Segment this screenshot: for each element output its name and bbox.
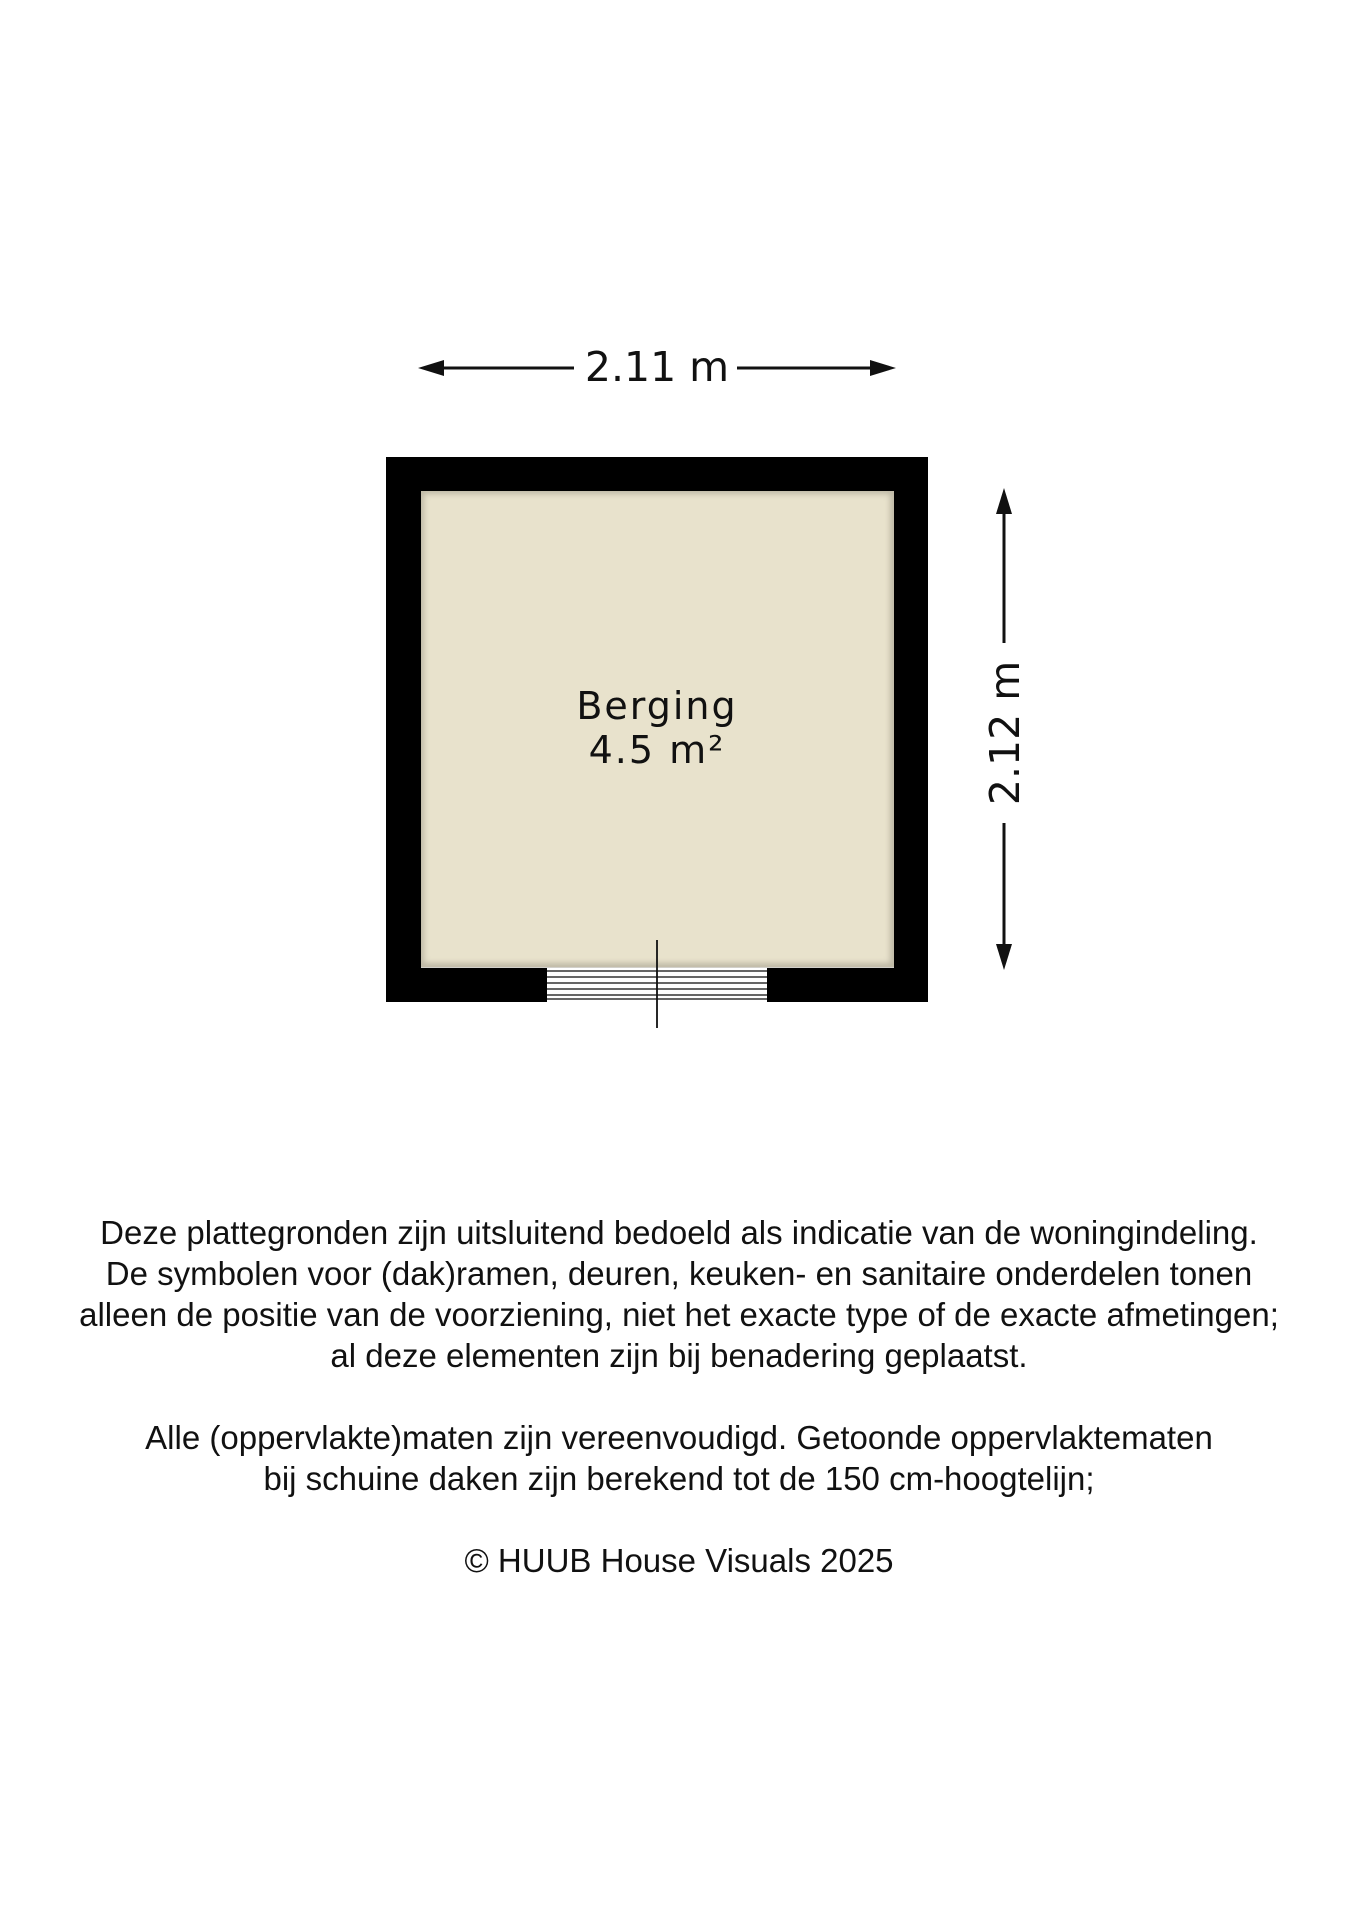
disclaimer [0, 1212, 1358, 1622]
wall-right [894, 457, 928, 1002]
depth-dimension-label: 2.12 m [981, 660, 1029, 806]
disclaimer-line: De symbolen voor (dak)ramen, deuren, keuken- en sanitaire onderdelen tonen [105, 1255, 1253, 1292]
wall-bottom-right [767, 968, 928, 1002]
depth-dimension [981, 488, 1029, 970]
wall-top [386, 457, 928, 491]
arrow-up-icon [996, 488, 1012, 514]
disclaimer-paragraph-2 [0, 1417, 1358, 1499]
disclaimer-line: al deze elementen zijn bij benadering geplaatst. [330, 1337, 1028, 1374]
copyright-paragraph [0, 1540, 1358, 1581]
disclaimer-paragraph-1 [0, 1212, 1358, 1376]
disclaimer-line: alleen de positie van de voorziening, niet het exacte type of de exacte afmetingen; [79, 1296, 1279, 1333]
room-area: 4.5 m² [588, 728, 726, 772]
room-berging [386, 457, 928, 1028]
width-dimension-label: 2.11 m [584, 343, 730, 391]
disclaimer-line: bij schuine daken zijn berekend tot de 150 cm-hoogtelijn; [263, 1460, 1095, 1497]
copyright-notice: © HUUB House Visuals 2025 [464, 1542, 894, 1579]
arrow-right-icon [870, 360, 896, 376]
disclaimer-line: Deze plattegronden zijn uitsluitend bedoeld als indicatie van de woningindeling. [100, 1214, 1258, 1251]
width-dimension [418, 343, 896, 391]
room-name: Berging [576, 684, 738, 728]
arrow-left-icon [418, 360, 444, 376]
wall-left [386, 457, 421, 1002]
wall-bottom-left [386, 968, 547, 1002]
arrow-down-icon [996, 944, 1012, 970]
disclaimer-line: Alle (oppervlakte)maten zijn vereenvoudigd. Getoonde oppervlaktematen [145, 1419, 1213, 1456]
